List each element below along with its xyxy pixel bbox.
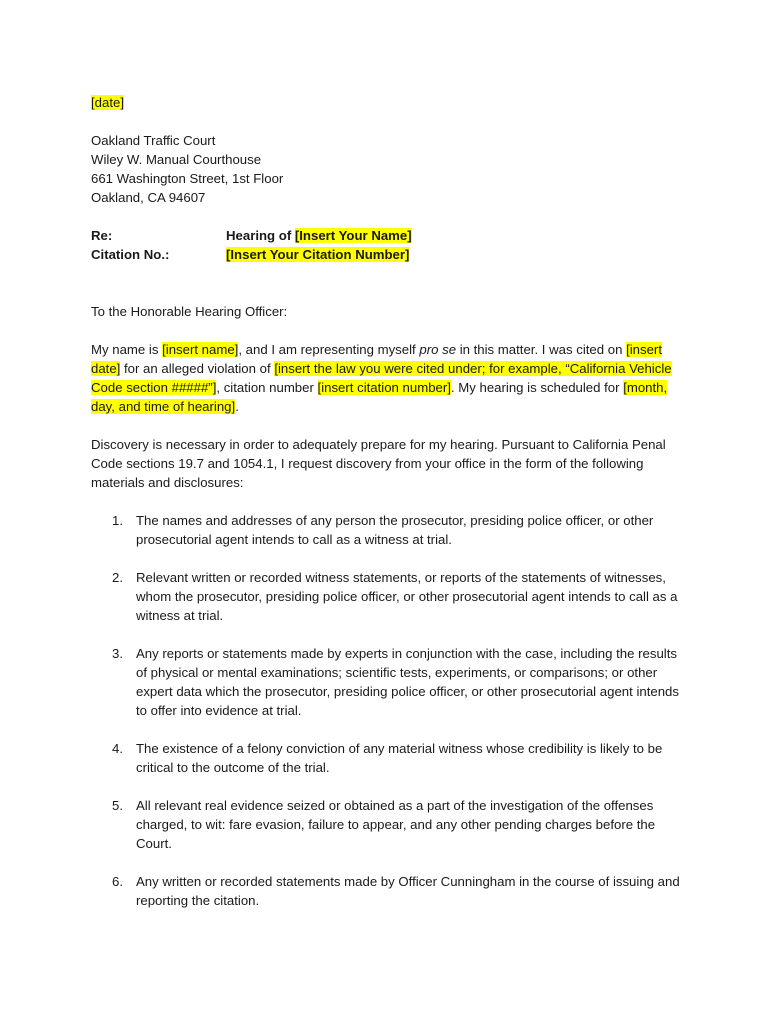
- address-line-3: 661 Washington Street, 1st Floor: [91, 171, 284, 186]
- pro-se-italic: pro se: [419, 342, 457, 357]
- list-item-text: Any written or recorded statements made by Officer Cunningham in the course of issuing and reporting the citation.: [136, 874, 680, 908]
- re-row: [91, 226, 691, 245]
- list-item-text: The existence of a felony conviction of any material witness whose credibility is likely to be critical to the outcome of the trial.: [136, 741, 663, 775]
- date-line: [91, 93, 691, 112]
- date-placeholder: [date]: [91, 95, 124, 110]
- intro-text-7: .: [235, 399, 239, 414]
- insert-citation-placeholder: [insert citation number]: [317, 380, 451, 395]
- discovery-request-list: [91, 511, 691, 910]
- re-label: Re:: [91, 228, 113, 243]
- citation-placeholder: [Insert Your Citation Number]: [226, 247, 410, 262]
- address-line-1: Oakland Traffic Court: [91, 133, 216, 148]
- citation-label: Citation No.:: [91, 247, 170, 262]
- court-address: [91, 131, 691, 207]
- intro-text-4: for an alleged violation of: [120, 361, 275, 376]
- address-line-4: Oakland, CA 94607: [91, 190, 206, 205]
- list-item-number: 1.: [112, 513, 123, 528]
- intro-text-6: . My hearing is scheduled for: [450, 380, 624, 395]
- intro-text-1: My name is: [91, 342, 163, 357]
- list-item-number: 5.: [112, 798, 123, 813]
- intro-text-3: in this matter. I was cited on: [456, 342, 627, 357]
- hearing-time-placeholder: [month, day, and time of hearing]: [91, 380, 668, 414]
- discovery-paragraph: Discovery is necessary in order to adequately prepare for my hearing. Pursuant to California Penal Code sections 19.7 and 1054.1, I request discovery from your office in the form of the following materials and disclosures:: [91, 437, 666, 490]
- list-item-number: 4.: [112, 741, 123, 756]
- insert-law-placeholder: [insert the law you were cited under; for example, “California Vehicle Code section #####”]: [91, 361, 672, 395]
- list-item: [91, 568, 691, 625]
- list-item-text: All relevant real evidence seized or obtained as a part of the investigation of the offenses charged, to wit: fare evasion, failure to appear, and any other pending charges before the Court.: [136, 798, 656, 851]
- citation-row: [91, 245, 691, 264]
- list-item: [91, 644, 691, 720]
- list-item-text: Any reports or statements made by experts in conjunction with the case, including the results of physical or mental examinations; scientific tests, experiments, or comparisons; or other expert data which the prosecutor, presiding police officer, or other prosecutorial agent intends to offer into evidence at trial.: [136, 646, 679, 718]
- insert-date-placeholder: [insert date]: [91, 342, 662, 376]
- salutation: To the Honorable Hearing Officer:: [91, 304, 288, 319]
- insert-name-placeholder: [insert name]: [162, 342, 239, 357]
- letter-page: [91, 93, 691, 929]
- list-item: [91, 872, 691, 910]
- list-item: [91, 739, 691, 777]
- list-item-text: Relevant written or recorded witness statements, or reports of the statements of witnesses, whom the prosecutor, presiding police officer, or other prosecutorial agent intends to call as a witness at trial.: [136, 570, 678, 623]
- citation-value: [226, 245, 409, 264]
- re-block: [91, 226, 691, 264]
- list-item-text: The names and addresses of any person the prosecutor, presiding police officer, or other prosecutorial agent intends to call as a witness at trial.: [136, 513, 654, 547]
- intro-paragraph: [91, 340, 691, 416]
- list-item-number: 6.: [112, 874, 123, 889]
- re-prefix: Hearing of: [226, 228, 295, 243]
- list-item: [91, 796, 691, 853]
- list-item-number: 2.: [112, 570, 123, 585]
- list-item: [91, 511, 691, 549]
- intro-text-2: , and I am representing myself: [238, 342, 420, 357]
- list-item-number: 3.: [112, 646, 123, 661]
- re-value: [226, 226, 412, 245]
- name-placeholder: [Insert Your Name]: [294, 228, 412, 243]
- address-line-2: Wiley W. Manual Courthouse: [91, 152, 262, 167]
- intro-text-5: , citation number: [216, 380, 318, 395]
